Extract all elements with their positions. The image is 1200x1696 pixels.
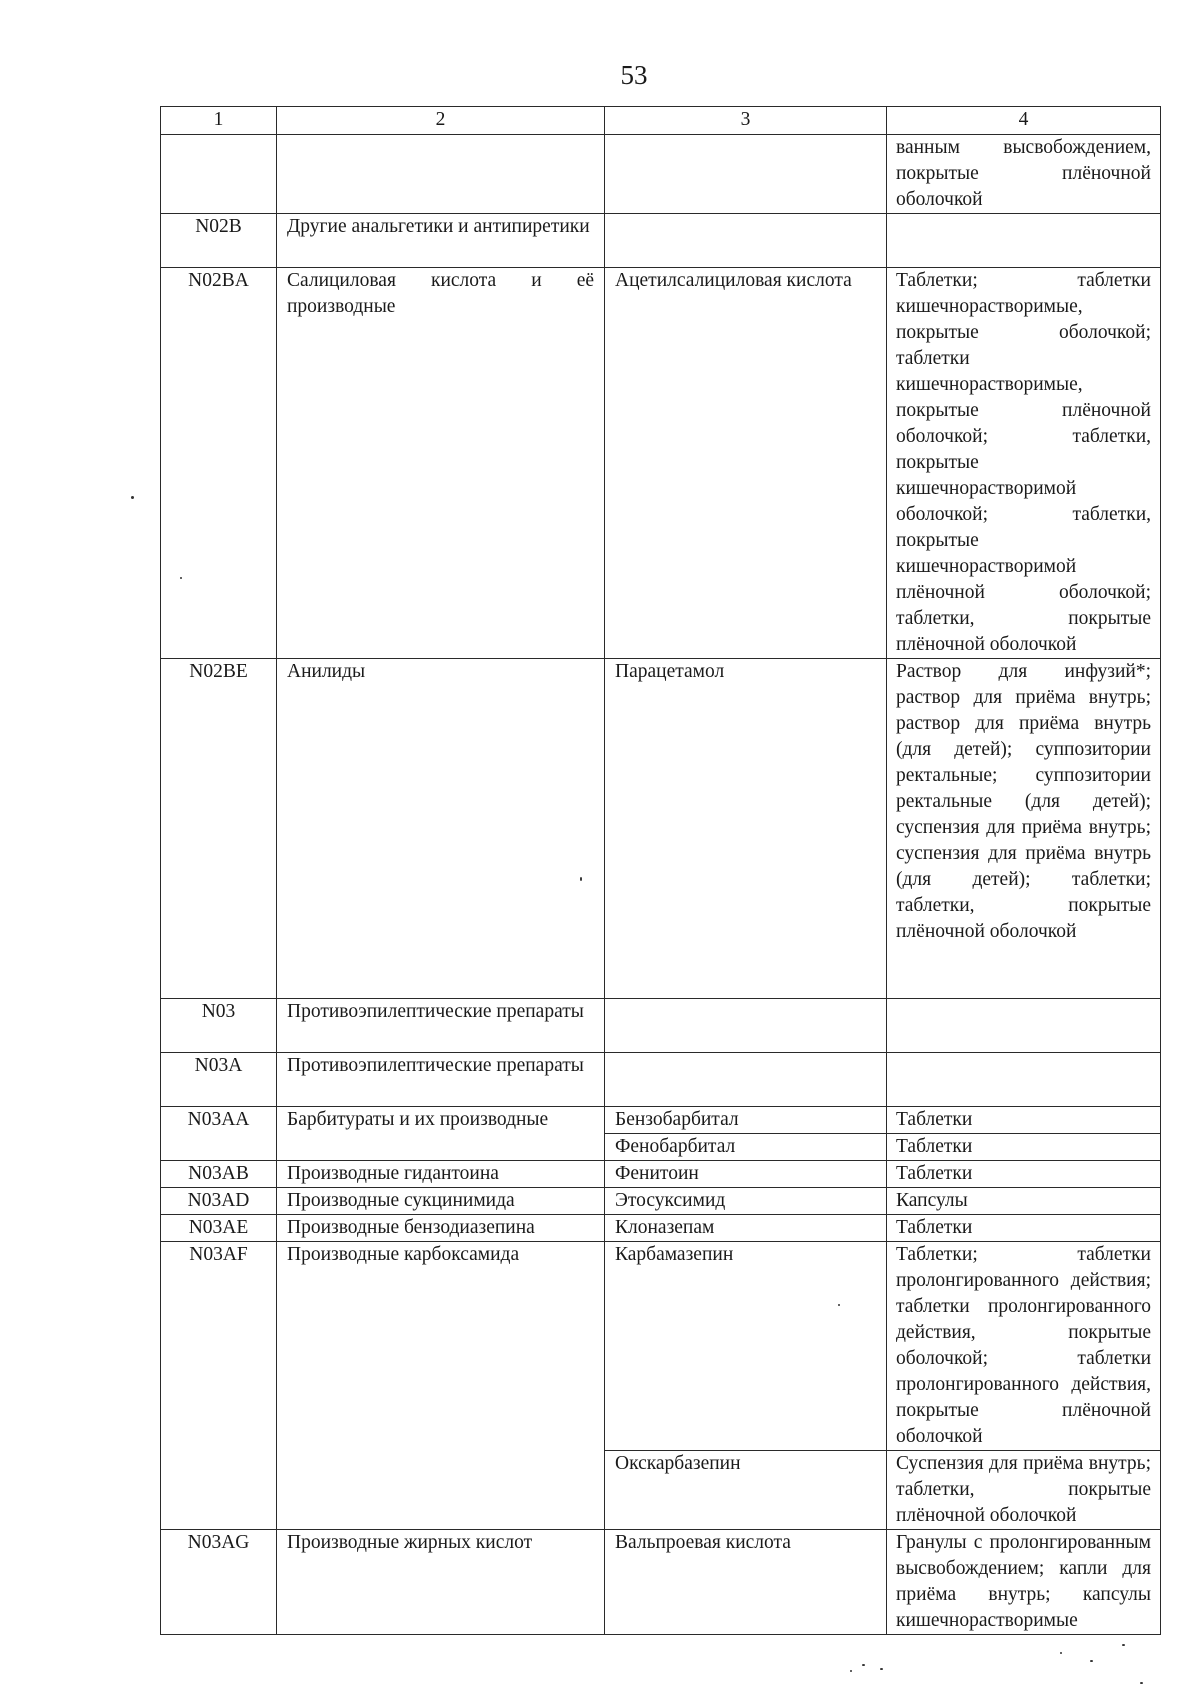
group-cell: Противоэпилептические препараты — [277, 999, 605, 1053]
scan-speck — [862, 1664, 865, 1666]
form-cell: Таблетки; таблетки пролонгированного действия; таблетки пролонгированного действия, покрытые оболочкой; таблетки пролонгированного действия, покрытые плёночной оболочкой — [887, 1242, 1161, 1451]
drug-cell: Ацетилсалициловая кислота — [605, 268, 887, 659]
scan-speck — [850, 1670, 852, 1672]
group-cell: Противоэпилептические препараты — [277, 1053, 605, 1107]
scan-speck — [1140, 1682, 1143, 1684]
form-cell: Капсулы — [887, 1188, 1161, 1215]
form-cell: Таблетки — [887, 1161, 1161, 1188]
atc-code-cell: N03 — [161, 999, 277, 1053]
form-cell — [887, 1053, 1161, 1107]
atc-code-cell: N03AG — [161, 1530, 277, 1635]
drug-cell: Клоназепам — [605, 1215, 887, 1242]
group-cell — [277, 135, 605, 214]
form-cell: Таблетки; таблетки кишечнорастворимые, покрытые оболочкой; таблетки кишечнорастворимые, покрытые плёночной оболочкой; таблетки, покрытые кишечнорастворимой оболочкой; таблетки, покрытые кишечнорастворимой плёночной оболочкой; таблетки, покрытые плёночной оболочкой — [887, 268, 1161, 659]
atc-code-cell — [161, 135, 277, 214]
group-cell: Производные бензодиазепина — [277, 1215, 605, 1242]
drug-cell — [605, 135, 887, 214]
drug-cell: Этосуксимид — [605, 1188, 887, 1215]
atc-code-cell: N03AD — [161, 1188, 277, 1215]
table-header-row — [161, 107, 1161, 135]
table-row — [161, 1530, 1161, 1635]
drug-cell: Карбамазепин — [605, 1242, 887, 1451]
table-row — [161, 1188, 1161, 1215]
page-number: 53 — [620, 60, 648, 90]
table-row — [161, 1215, 1161, 1242]
atc-code-cell: N03AA — [161, 1107, 277, 1161]
table-row — [161, 1053, 1161, 1107]
atc-code-cell: N03A — [161, 1053, 277, 1107]
table-row — [161, 135, 1161, 214]
drug-table — [160, 106, 1161, 1635]
group-cell: Производные жирных кислот — [277, 1530, 605, 1635]
form-cell: Таблетки — [887, 1215, 1161, 1242]
scan-speck — [1122, 1644, 1125, 1646]
table-row — [161, 1161, 1161, 1188]
drug-cell: Фенобарбитал — [605, 1134, 887, 1161]
form-cell: Таблетки — [887, 1134, 1161, 1161]
form-cell — [887, 214, 1161, 268]
table-row — [161, 1107, 1161, 1134]
scan-speck — [838, 1304, 840, 1306]
group-cell: Производные сукцинимида — [277, 1188, 605, 1215]
form-cell: Суспензия для приёма внутрь; таблетки, покрытые плёночной оболочкой — [887, 1451, 1161, 1530]
atc-code-cell: N02B — [161, 214, 277, 268]
group-cell: Производные гидантоина — [277, 1161, 605, 1188]
atc-code-cell: N03AF — [161, 1242, 277, 1530]
atc-code-cell: N03AB — [161, 1161, 277, 1188]
header-cell: 4 — [887, 107, 1161, 135]
drug-cell: Вальпроевая кислота — [605, 1530, 887, 1635]
atc-code-cell: N03AE — [161, 1215, 277, 1242]
group-cell: Производные карбоксамида — [277, 1242, 605, 1530]
form-cell: Таблетки — [887, 1107, 1161, 1134]
scan-speck — [1060, 1652, 1062, 1654]
scan-speck — [880, 1668, 883, 1670]
group-cell: Барбитураты и их производные — [277, 1107, 605, 1161]
atc-code-cell: N02BE — [161, 659, 277, 999]
drug-cell: Парацетамол — [605, 659, 887, 999]
scan-speck — [1090, 1660, 1093, 1662]
table-row — [161, 999, 1161, 1053]
table-row — [161, 214, 1161, 268]
table-row — [161, 268, 1161, 659]
form-cell — [887, 999, 1161, 1053]
group-cell: Анилиды — [277, 659, 605, 999]
form-cell: Гранулы с пролонгированным высвобождением; капли для приёма внутрь; капсулы кишечнорастворимые — [887, 1530, 1161, 1635]
scan-speck — [131, 496, 134, 499]
drug-cell — [605, 1053, 887, 1107]
atc-code-cell: N02BA — [161, 268, 277, 659]
drug-cell: Фенитоин — [605, 1161, 887, 1188]
header-cell: 3 — [605, 107, 887, 135]
header-cell: 2 — [277, 107, 605, 135]
drug-cell — [605, 214, 887, 268]
header-cell: 1 — [161, 107, 277, 135]
group-cell: Салициловая кислота и её производные — [277, 268, 605, 659]
group-cell: Другие анальгетики и антипиретики — [277, 214, 605, 268]
table-row — [161, 659, 1161, 999]
drug-cell: Бензобарбитал — [605, 1107, 887, 1134]
drug-cell: Окскарбазепин — [605, 1451, 887, 1530]
scan-speck — [580, 877, 582, 881]
form-cell: Раствор для инфузий*; раствор для приёма внутрь; раствор для приёма внутрь (для детей); суппозитории ректальные; суппозитории ректальные (для детей); суспензия для приёма внутрь; суспензия для приёма внутрь (для детей); таблетки; таблетки, покрытые плёночной оболочкой — [887, 659, 1161, 999]
form-cell: ванным высвобождением, покрытые плёночной оболочкой — [887, 135, 1161, 214]
scan-speck — [180, 577, 182, 579]
drug-cell — [605, 999, 887, 1053]
table-row — [161, 1242, 1161, 1451]
